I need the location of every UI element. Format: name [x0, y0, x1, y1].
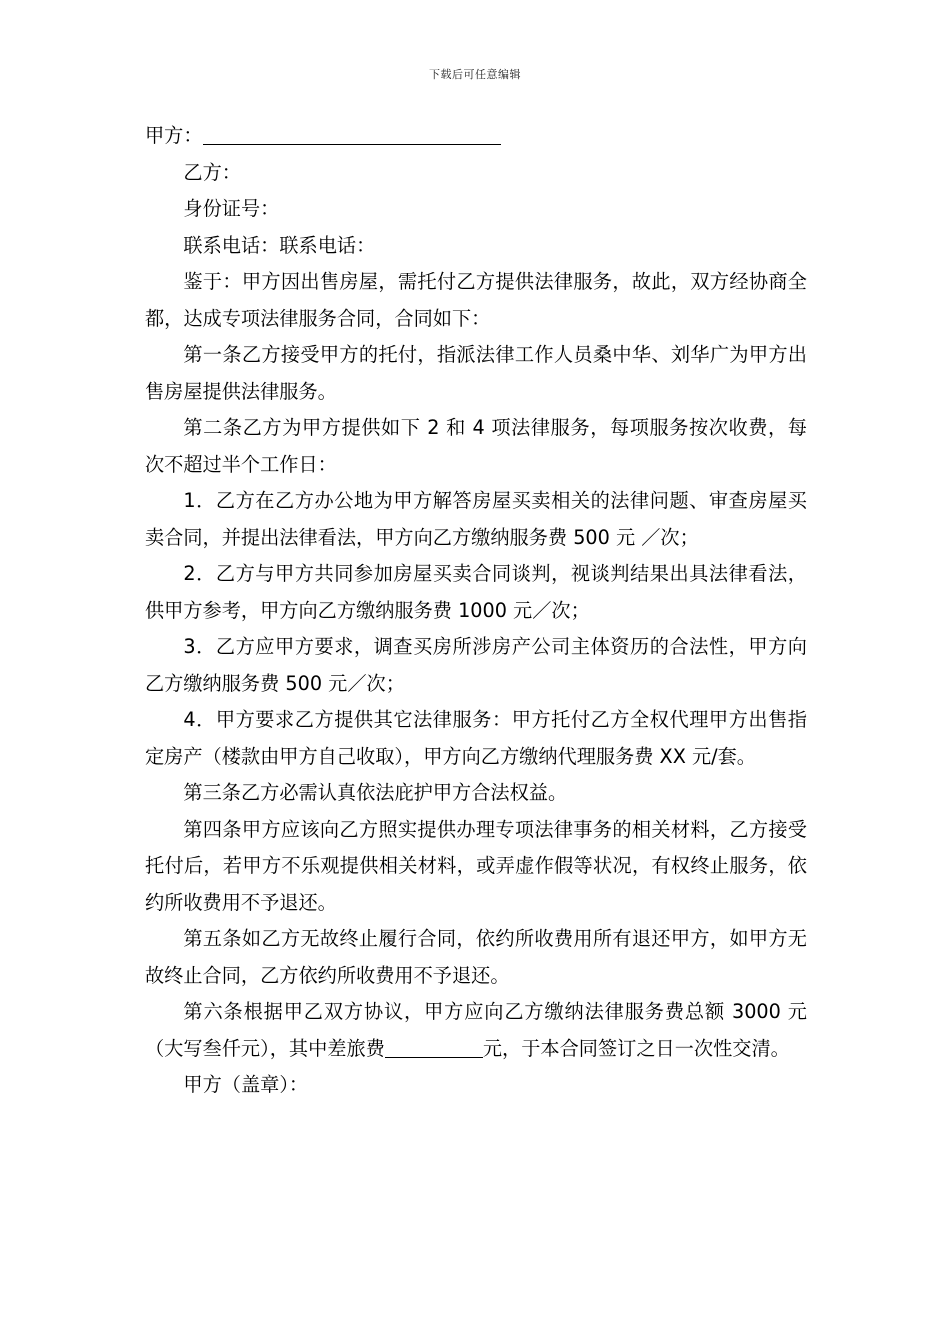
party-a-label: 甲方： — [145, 124, 203, 147]
article-6-text-end: 元，于本合同签订之日一次性交清。 — [482, 1036, 790, 1060]
article-5: 第五条如乙方无故终止履行合同，依约所收费用所有退还甲方，如甲方无故终止合同，乙方依约所收费用不予退还。 — [145, 927, 807, 987]
phone-line: 联系电话：联系电话： — [183, 233, 376, 257]
contract-body — [145, 118, 807, 1104]
article-6 — [145, 994, 807, 1067]
service-item-4: 4．甲方要求乙方提供其它法律服务：甲方托付乙方全权代理甲方出售指定房产（楼款由甲方自己收取），甲方向乙方缴纳代理服务费 XX 元/套。 — [145, 708, 807, 768]
party-a-seal-line: 甲方（盖章）： — [183, 1073, 309, 1096]
travel-fee-blank — [385, 1037, 483, 1058]
party-b-line: 乙方： — [183, 160, 241, 184]
service-item-3: 3．乙方应甲方要求，调查买房所涉房产公司主体资历的合法性，甲方向乙方缴纳服务费 500 元／次； — [145, 635, 807, 695]
article-4: 第四条甲方应该向乙方照实提供办理专项法律事务的相关材料，乙方接受托付后，若甲方不乐观提供相关材料，或弄虚作假等状况，有权终止服务，依约所收费用不予退还。 — [145, 817, 807, 914]
service-item-1: 1．乙方在乙方办公地为甲方解答房屋买卖相关的法律问题、审查房屋买卖合同，并提出法律看法，甲方向乙方缴纳服务费 500 元 ／次； — [145, 489, 807, 549]
header-note: 下载后可任意编辑 — [429, 68, 521, 81]
party-a-line — [145, 118, 807, 155]
party-a-blank — [203, 124, 501, 145]
article-6-text-start: 第六条根据甲乙双方协议，甲方应向乙方缴纳法律服务费总额 3000 元（大写叁仟元），其中差旅费 — [145, 1000, 807, 1060]
article-2: 第二条乙方为甲方提供如下 2 和 4 项法律服务，每项服务按次收费，每次不超过半个工作日： — [145, 416, 807, 476]
article-1: 第一条乙方接受甲方的托付，指派法律工作人员桑中华、刘华广为甲方出售房屋提供法律服务。 — [145, 343, 807, 403]
preamble-paragraph: 鉴于：甲方因出售房屋，需托付乙方提供法律服务，故此，双方经协商全都，达成专项法律服务合同，合同如下： — [145, 270, 807, 330]
service-item-2: 2．乙方与甲方共同参加房屋买卖合同谈判，视谈判结果出具法律看法，供甲方参考，甲方向乙方缴纳服务费 1000 元／次； — [145, 562, 807, 622]
article-3: 第三条乙方必需认真依法庇护甲方合法权益。 — [183, 781, 568, 804]
id-number-line: 身份证号： — [183, 197, 280, 220]
